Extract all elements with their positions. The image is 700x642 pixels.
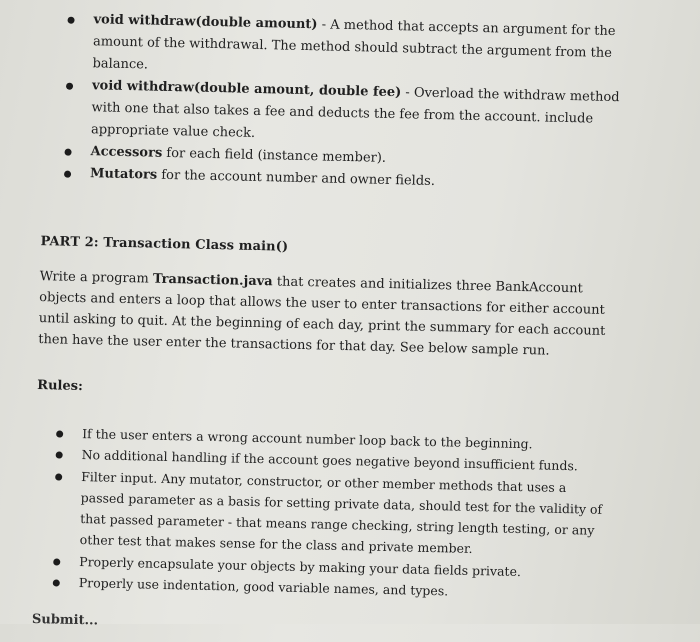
- rule-text: Filter input. Any mutator, constructor, or other member methods that uses a passed parameter as a basis for setting private data, should test for the validity of that passed parameter - that means range checking, string length testing, or any other test that makes sense for the class and private member.: [79, 468, 603, 557]
- rule-text: No additional handling if the account goes negative beyond insufficient funds.: [81, 447, 578, 474]
- bullet-icon: [56, 452, 63, 459]
- method-requirements-list: [62, 9, 626, 198]
- rules-list: [51, 422, 615, 605]
- method-signature: Mutators: [89, 166, 158, 183]
- part2-heading: PART 2: Transaction Class main(): [40, 234, 289, 255]
- program-filename: Transaction.java: [152, 271, 273, 290]
- method-signature: void withdraw(double amount, double fee): [91, 78, 402, 101]
- list-item: [64, 9, 625, 88]
- part2-body-after: that creates and initializes three BankAccount objects and enters a loop that allows the user to enter transactions for either account until asking to quit. At the beginning of each day, print the summary for each account then have the user enter the transactions for that day. See below sample run.: [38, 274, 606, 359]
- bullet-icon: [67, 17, 74, 24]
- method-signature: void withdraw(double amount): [93, 12, 318, 33]
- part2-body-before: Write a program: [39, 269, 154, 287]
- method-description: - Overload the withdraw method with one that also takes a fee and deducts the fee from the account. include appropriate value check.: [90, 85, 620, 141]
- rule-text: Properly encapsulate your objects by making your data fields private.: [79, 553, 522, 579]
- method-signature: Accessors: [90, 144, 163, 161]
- bullet-icon: [64, 149, 71, 156]
- bullet-icon: [55, 473, 62, 480]
- cutoff-heading: Submit...: [31, 611, 99, 629]
- rules-heading: Rules:: [37, 378, 84, 395]
- bullet-icon: [56, 430, 63, 437]
- bullet-icon: [64, 171, 71, 178]
- bullet-icon: [66, 83, 73, 90]
- bullet-icon: [53, 558, 60, 565]
- rule-text: If the user enters a wrong account number loop back to the beginning.: [82, 426, 533, 452]
- rule-text: Properly use indentation, good variable names, and types.: [78, 575, 449, 599]
- method-description: - A method that accepts an argument for the amount of the withdrawal. The method should subtract the argument from the balance.: [92, 17, 616, 73]
- list-item: [63, 75, 624, 154]
- bullet-icon: [53, 580, 60, 587]
- list-item: [52, 465, 614, 563]
- part2-description: [38, 266, 628, 363]
- method-description: for the account number and owner fields.: [157, 167, 436, 190]
- method-description: for each field (instance member).: [162, 145, 387, 166]
